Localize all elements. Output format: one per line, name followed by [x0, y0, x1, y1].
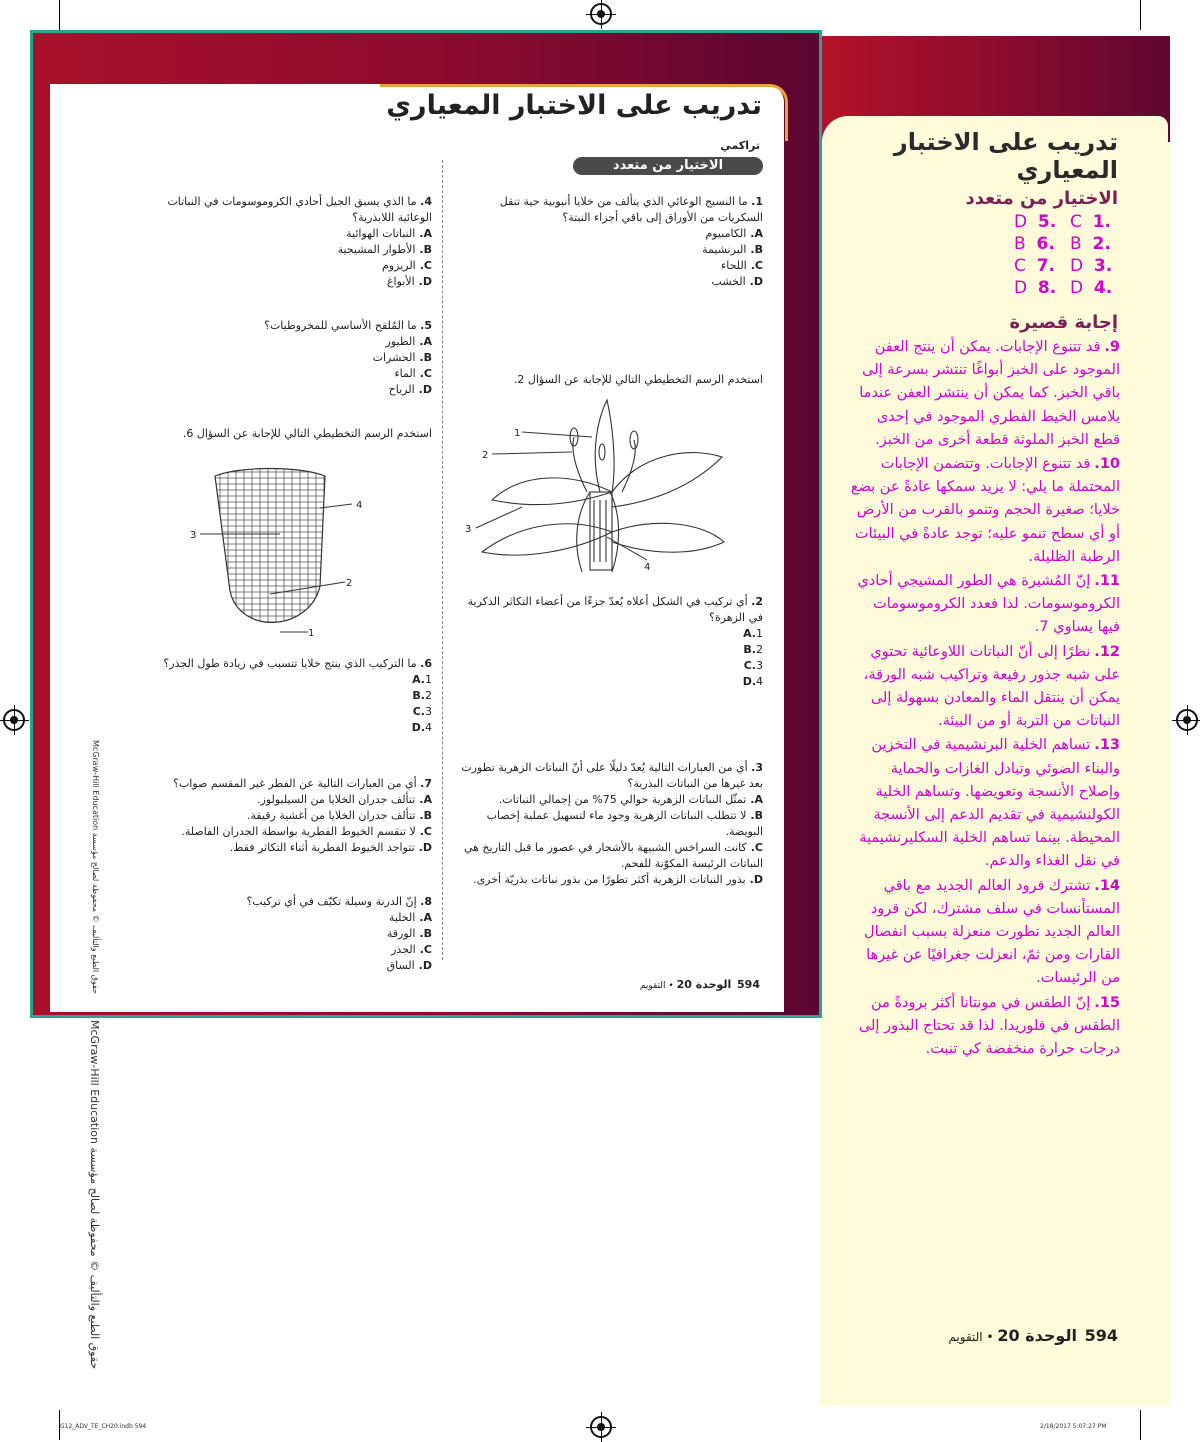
- registration-mark-icon: [1176, 709, 1198, 731]
- flower-label: 4: [644, 562, 651, 573]
- answer-option: A.الخلية: [388, 911, 432, 924]
- answer-option: B.الورقة: [386, 927, 432, 940]
- root-label: 2: [346, 578, 353, 589]
- answer-option: C.اللحاء: [721, 259, 763, 272]
- page-footer: 594 الوحدة 20 • التقويم: [639, 978, 760, 991]
- answer-option: D.الرياح: [388, 383, 432, 396]
- question-2: 2. أي تركيب في الشكل أعلاه يُعدّ جزءًا من أعضاء التكاثر الذكرية في الزهرة؟ A.1 B.2 C.3 D.4: [455, 594, 763, 690]
- answer-option: B.تتألف جدران الخلايا من أغشية رقيقة.: [247, 809, 432, 822]
- root-label: 4: [356, 500, 363, 511]
- short-answer-item: 13.تساهم الخلية البرنشيمية في التخزين والبناء الضوئي وتبادل الغازات والحماية وإصلاح الأنسجة وتعويضها. وتساهم الخلية الكولنشيمية في تقديم الدعم إلى الأنسجة المحيطة. بينما تساهم الخلية السكليرنشيمية في نقل الغذاء والدعم.: [859, 737, 1120, 870]
- question-6-intro: استخدم الرسم التخطيطي التالي للإجابة عن السؤال 6.: [182, 427, 432, 440]
- answer-option: D.الأبواغ: [386, 275, 432, 288]
- answer-option: D.تتواجد الخيوط الفطرية أثناء التكاثر فقط.: [229, 841, 432, 854]
- copyright-vertical: McGraw-Hill Education حقوق الطبع والتأليف © محفوظة لصالح مؤسسة: [88, 1020, 101, 1370]
- short-answer-item: 15.إنّ الطقس في مونتانا أكثر برودةً من الطقس في فلوريدا. لذا قد تحتاج البذور إلى درجات حرارة منخفضة كي تنبت.: [858, 994, 1120, 1058]
- page-title: تدريب على الاختبار المعياري: [386, 90, 762, 121]
- cumulative-label: تراكمي: [720, 139, 760, 152]
- answer-option: C.الماء: [394, 367, 432, 380]
- short-answer-list: [848, 336, 1120, 1062]
- answer-option: B.لا تتطلب النباتات الزهرية وجود ماء لتسهيل عملية إخصاب البويضة.: [486, 809, 763, 838]
- answer-option: A.تمثّل النباتات الزهرية حوالي 75% من إجمالي النباتات.: [498, 793, 763, 806]
- short-answer-item: 14.تشترك قرود العالم الجديد مع باقي المستأنسات في سلف مشترك، لكن قرود العالم الجديد تطورت منعزلة بسبب انفصال القارات ومن ثمّ، انعزلت جغرافيًا عن غيرها من الرئيسات.: [864, 877, 1120, 987]
- short-answer-item: 11.إنّ المُشيرة هي الطور المشيجي أحادي الكروموسومات. لذا فعدد الكروموسومات فيها يساوي 7.: [857, 573, 1120, 636]
- answer-option: A.1: [412, 673, 432, 686]
- mc-answer: B 2.: [1070, 234, 1111, 254]
- mc-heading: الاختيار من متعدد: [965, 188, 1118, 209]
- question-7: 7. أي من العبارات التالية عن الفطر غير المقسم صواب؟ A.تتألف جدران الخلايا من السيليولوز. B.تتألف جدران الخلايا من أغشية رقيقة. C.لا تنقسم الخيوط الفطرية بواسطة الجدران الفاصلة. D.تتواجد الخيوط الفطرية أثناء التكاثر فقط.: [130, 776, 432, 856]
- answer-option: A.الطيور: [385, 335, 432, 348]
- short-answer-item: 9.قد تتنوع الإجابات. يمكن أن ينتج العفن الموجود على الخبز أبواغًا تنتشر بسرعة إلى باقي الخبز. كما يمكن أن ينتشر العفن عندما يلامس الخيط الفطري الموجود في إحدى قطع الخبز الملوثة قطعة أخرى من الخبز.: [859, 339, 1120, 448]
- answer-option: A.1: [743, 627, 763, 640]
- answer-option: C.الريزوم: [382, 259, 432, 272]
- answer-option: D.بذور النباتات الزهرية أكثر تطورًا من بذور نباتات بذريّة أخرى.: [473, 873, 763, 886]
- side-footer: 594 الوحدة 20 • التقويم: [948, 1326, 1118, 1345]
- print-date: 2/18/2017 5:07:27 PM: [1040, 1423, 1107, 1430]
- answer-option: B.البرنشيمة: [702, 243, 763, 256]
- crop-mark: [1140, 0, 1141, 30]
- side-panel-title: تدريب على الاختبار المعياري: [893, 128, 1118, 184]
- thumbnail-copyright: McGraw-Hill Education حقوق الطبع والتأليف © محفوظة لصالح مؤسسة: [91, 740, 100, 994]
- answer-option: B.الأطوار المشيجية: [337, 243, 432, 256]
- crop-mark: [59, 0, 60, 30]
- registration-mark-icon: [590, 3, 612, 25]
- root-label: 3: [190, 530, 197, 541]
- answer-option: D.4: [411, 721, 432, 734]
- question-6: 6. ما التركيب الذي ينتج خلايا تتسبب في زيادة طول الجذر؟ A.1 B.2 C.3 D.4: [130, 656, 432, 736]
- mc-answer: D 4.: [1070, 278, 1113, 298]
- flower-label: 2: [482, 450, 489, 461]
- mc-answer: D 3.: [1070, 256, 1113, 276]
- registration-mark-icon: [3, 709, 25, 731]
- answer-option: D.الساق: [386, 959, 432, 972]
- mc-answer: C 7.: [1014, 256, 1055, 276]
- mc-answer: D 5.: [1014, 212, 1057, 232]
- answer-option: C.لا تنقسم الخيوط الفطرية بواسطة الجدران الفاصلة.: [181, 825, 432, 838]
- question-3: 3. أي من العبارات التالية يُعدّ دليلًا على أنّ النباتات الزهرية تطورت بعد غيرها من النباتات البذرية؟ A.تمثّل النباتات الزهرية حوالي 75% من إجمالي النباتات. B.لا تتطلب النباتات الزهرية وجود ماء لتسهيل عملية إخصاب البويضة. C.كانت السراخس الشبيهة بالأشجار في عصور ما قبل التاريخ هي النباتات الرئيسة المكوّنة للفحم. D.بذور النباتات الزهرية أكثر تطورًا من بذور نباتات بذريّة أخرى.: [455, 760, 763, 888]
- root-tip-diagram: [180, 466, 380, 646]
- question-4: 4. ما الذي يسبق الجيل أحادي الكروموسومات في النباتات الوعائية اللابذرية؟ A.النباتات الهوائية B.الأطوار المشيجية C.الريزوم D.الأبواغ: [130, 194, 432, 290]
- answer-option: C.3: [743, 659, 763, 672]
- mc-section-bar: الاختيار من متعدد: [573, 157, 763, 175]
- question-5: 5. ما المُلقح الأساسي للمخروطيات؟ A.الطيور B.الحشرات C.الماء D.الرياح: [130, 318, 432, 398]
- mc-answer: B 6.: [1014, 234, 1055, 254]
- answer-option: B.2: [743, 643, 763, 656]
- answer-option: A.النباتات الهوائية: [346, 227, 432, 240]
- answer-option: D.الخشب: [711, 275, 763, 288]
- flower-label: 1: [514, 428, 521, 439]
- answer-option: C.3: [412, 705, 432, 718]
- flower-diagram: [462, 392, 732, 582]
- column-divider: [442, 160, 443, 960]
- answer-option: A.تتألف جدران الخلايا من السيليولوز.: [257, 793, 432, 806]
- file-slug: G12_ADV_TE_CH20.indb 594: [60, 1423, 147, 1430]
- answer-option: D.4: [742, 675, 763, 688]
- mc-answer: D 8.: [1014, 278, 1057, 298]
- mc-answer: C 1.: [1070, 212, 1111, 232]
- root-label: 1: [308, 628, 315, 639]
- short-answer-heading: إجابة قصيرة: [1009, 312, 1118, 333]
- answer-option: C.كانت السراخس الشبيهة بالأشجار في عصور ما قبل التاريخ هي النباتات الرئيسة المكوّنة للفحم.: [463, 841, 763, 870]
- answer-option: B.الحشرات: [372, 351, 432, 364]
- crop-mark: [1140, 1410, 1141, 1440]
- question-8: 8. إنّ الدرنة وسيلة تكيّف في أي تركيب؟ A.الخلية B.الورقة C.الجذر D.الساق: [130, 894, 432, 974]
- question-2-intro: استخدم الرسم التخطيطي التالي للإجابة عن السؤال 2.: [513, 373, 763, 386]
- short-answer-item: 12.نظرًا إلى أنّ النباتات اللاوعائية تحتوي على شبه جذور رفيعة وتراكيب شبه الورقة، يمكن أن ينتقل الماء والمعادن بسهولة إلى النباتات من التربة أو من البيئة.: [863, 643, 1120, 730]
- registration-mark-icon: [590, 1416, 612, 1438]
- short-answer-item: 10.قد تتنوع الإجابات. وتتضمن الإجابات المحتملة ما يلي: لا يزيد سمكها عادةً عن بضع خلايا؛ صغيرة الحجم وتنمو بالقرب من الأرض أو أي سطح تنمو عليه؛ توجد عادةً في البيئات الرطبة الظليلة.: [850, 456, 1120, 565]
- question-1: 1. ما النسيج الوعائي الذي يتألف من خلايا أنبوبية حية تنقل السكريات من الأوراق إلى باقي أجزاء النبتة؟ A.الكامبيوم B.البرنشيمة C.اللحاء D.الخشب: [455, 194, 763, 290]
- flower-label: 3: [465, 524, 472, 535]
- answer-option: B.2: [412, 689, 432, 702]
- answer-option: A.الكامبيوم: [705, 227, 763, 240]
- answer-option: C.الجذر: [391, 943, 432, 956]
